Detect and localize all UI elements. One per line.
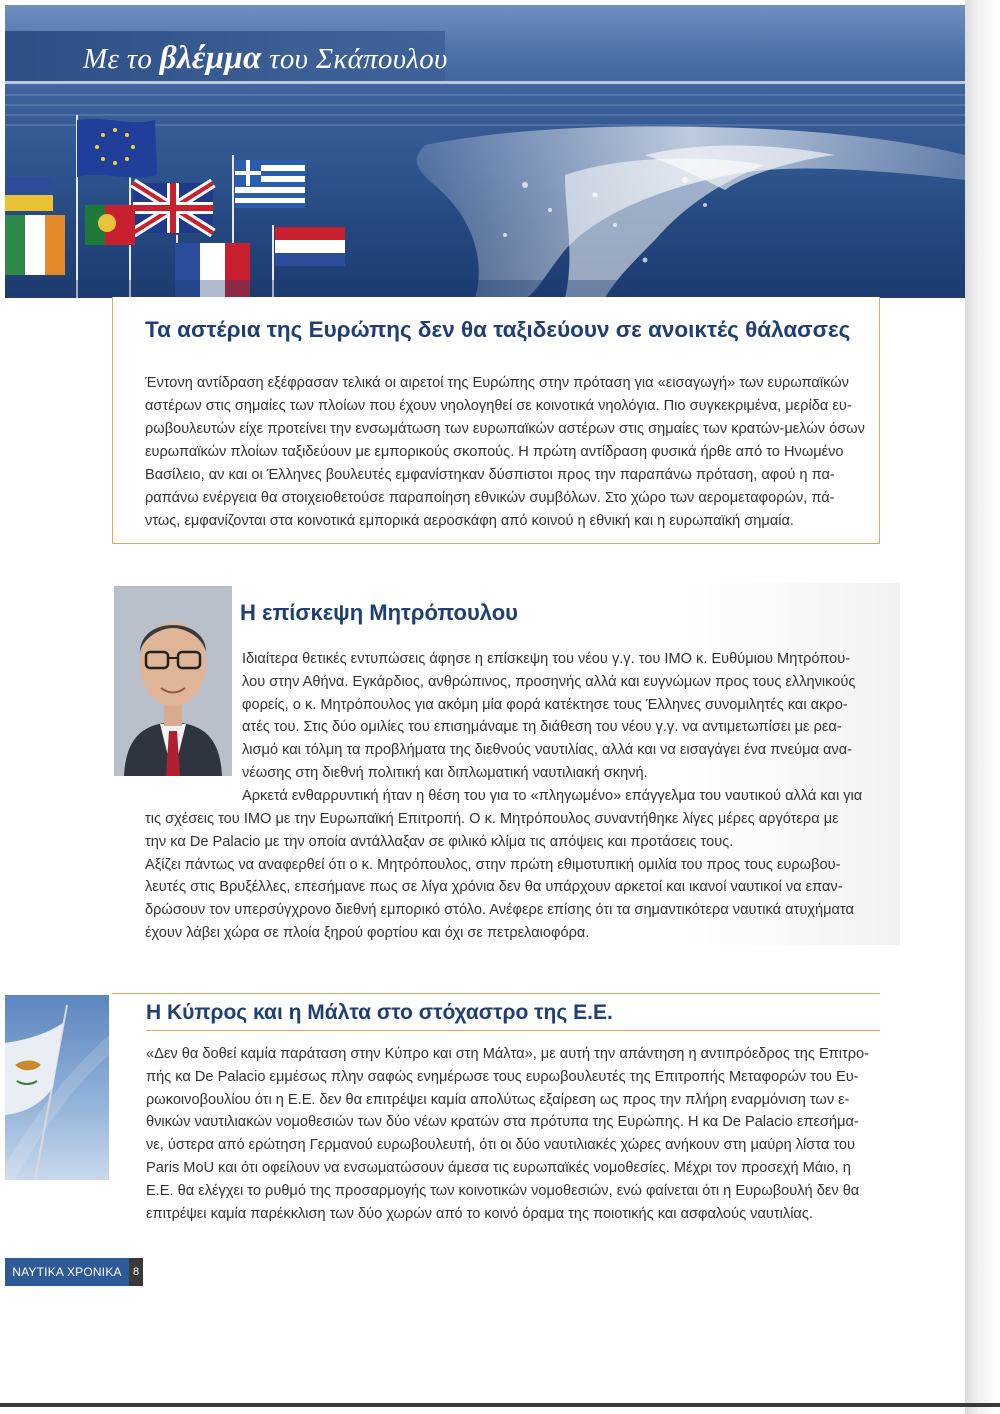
text-line: έχουν λάβει χώρα σε πλοία ξηρού φορτίου και όχι σε πετρελαιοφόρα. <box>145 924 590 941</box>
page-footer <box>5 1258 143 1286</box>
series-title <box>83 40 448 77</box>
portugal-flag <box>85 205 135 245</box>
text-line: «Δεν θα δοθεί καμία παράταση στην Κύπρο και στη Μάλτα», με αυτή την απάντηση η αντιπρόεδρος της Επιτρο- <box>146 1046 870 1062</box>
article-body-mitropoulos-full <box>145 808 878 945</box>
article-body-mitropoulos-top <box>242 648 878 785</box>
article-rule-under-title <box>146 1030 880 1031</box>
cyprus-flag-photo <box>5 995 109 1180</box>
text-line: Ιδιαίτερα θετικές εντυπώσεις άφησε η επίσκεψη του νέου γ.γ. του ΙΜΟ κ. Ευθύμιου Μητρόπου- <box>242 651 851 667</box>
text-line: την κα De Palacio με την οποία αντάλλαξαν σε φιλικό κλίμα τις απόψεις και προτάσεις τους. <box>145 833 734 850</box>
text-line: θνικών ναυτιλιακών νομοθεσιών των δύο νέων κρατών στα πρότυπα της Ευρώπης. Η κα De Palacio επεσήμα- <box>146 1114 859 1131</box>
series-title-prefix: Με το <box>83 43 160 75</box>
page-edge-shadow <box>965 0 1000 1414</box>
bottom-border <box>0 1403 1000 1407</box>
text-line: ραπάνω ενέργεια θα στοιχειοθετούσε παραποίηση εθνικών συμβόλων. Στο χώρο των αερομεταφορών, πά- <box>145 490 835 506</box>
uk-flag <box>133 183 213 233</box>
text-line: Βασίλειο, αν και οι Έλληνες βουλευτές εμφανίστηκαν δύσπιστοι προς την παραπάνω πρόταση, αφού η πα- <box>145 467 835 483</box>
flag-left-blue-yellow <box>5 177 53 211</box>
netherlands-flag <box>275 227 345 266</box>
article-body-cyprus-malta <box>146 1043 879 1225</box>
series-title-suffix: του Σκάπουλου <box>261 43 448 75</box>
cyprus-flag-illustration <box>5 995 109 1180</box>
eu-flag <box>77 119 157 178</box>
portrait-illustration <box>114 586 232 776</box>
text-line: ρωβουλευτών είχε προτείνει την ενσωμάτωση των ευρωπαϊκών αστέρων στις σημαίες των κρατών-μελών όσων <box>145 421 865 437</box>
text-line: επιτρέψει καμία παρέκκλιση των δύο χωρών από το κοινό όραμα της ποιοτικής και ασφαλούς ναυτιλίας. <box>146 1205 813 1222</box>
text-line: Paris MoU και ότι οφείλουν να ενσωματώσουν άμεσα τις ευρωπαϊκές νομοθεσίες. Μέχρι τον προσεχή Μάιο, η <box>146 1159 851 1176</box>
text-line: αστέρων στις σημαίες των πλοίων που έχουν νηολογηθεί σε κοινοτικά νηολόγια. Πιο συγκεκριμένα, μερίδα ευ- <box>145 398 852 414</box>
publication-name: ΝΑΥΤΙΚΑ ΧΡΟΝΙΚΑ <box>5 1258 129 1286</box>
series-title-bold: βλέμμα <box>159 40 262 76</box>
text-line: λευτές στις Βρυξέλλες, επεσήμανε πως σε λίγα χρόνια δεν θα υπάρχουν αρκετοί και ικανοί ναυτικοί να επαν- <box>145 879 843 896</box>
flag-left-tricolor <box>5 215 65 275</box>
text-line: λου στην Αθήνα. Εγκάρδιος, ανθρώπινος, προσηνής αλλά και ευγνώμων προς τους ελληνικούς <box>242 673 856 690</box>
portrait-photo <box>114 586 232 776</box>
article-title-mitropoulos: Η επίσκεψη Μητρόπουλου <box>240 600 518 625</box>
text-line: πής κα De Palacio εμμέσως πλην σαφώς ενημέρωσε τους ευρωβουλευτές της Επιτροπής Μεταφορών του Ευ- <box>146 1068 859 1085</box>
text-line: Αξίζει πάντως να αναφερθεί ότι ο κ. Μητρόπουλος, στην πρώτη εθιμοτυπική ομιλία του προς τους ευρωβου- <box>145 856 841 873</box>
text-line: δρώσουν τον υπερσύγχρονο διεθνή εμπορικό στόλο. Ανέφερε επίσης ότι τα σημαντικότερα ναυτικά ατυχήματα <box>145 902 854 919</box>
text-line: ευρωπαϊκών πλοίων ταξιδεύουν με εμπορικούς σκοπούς. Η πρώτη αντίδραση φυσικά ήρθε από το Ηνωμένο <box>145 444 844 460</box>
text-line: ατές του. Στις δύο ομιλίες του επισημάναμε τη διάθεση του νέου γ.γ. να αντιμετωπίσει με ρεα- <box>242 719 842 736</box>
series-title-rule <box>5 81 965 84</box>
article-title-cyprus-malta: Η Κύπρος και η Μάλτα στο στόχαστρο της Ε.Ε. <box>146 1001 613 1024</box>
text-line: Έντονη αντίδραση εξέφρασαν τελικά οι αιρετοί της Ευρώπης στην πρόταση για «εισαγωγή» των ευρωπαϊκών <box>145 375 849 391</box>
text-line: νε, ύστερα από ερώτηση Γερμανού ευρωβουλευτή, ότι οι δύο ναυτιλιακές χώρες ανήκουν στη μαύρη λίστα του <box>146 1137 856 1154</box>
text-line: τις σχέσεις του ΙΜΟ με την Ευρωπαϊκή Επιτροπή. Ο κ. Μητρόπουλος συναντήθηκε λίγες μέρες αργότερα με <box>145 811 839 827</box>
hero-banner-photo <box>5 5 965 298</box>
text-line: φορείς, ο κ. Μητρόπουλος για ακόμη μία φορά κατέκτησε τους Έλληνες συνομιλητές και ακρο- <box>242 696 848 713</box>
article-title-eu-stars: Τα αστέρια της Ευρώπης δεν θα ταξιδεύουν σε ανοικτές θάλασσες <box>145 317 851 342</box>
article-rule-top <box>112 993 880 994</box>
article-body-mitropoulos-indent <box>242 785 878 808</box>
text-line: Αρκετά ενθαρρυντική ήταν η θέση του για το «πληγωμένο» επάγγελμα του ναυτικού αλλά και για <box>242 788 863 804</box>
text-line: Ε.Ε. θα ελέγχει το ρυθμό της προσαρμογής των κοινοτικών νομοθεσιών, ενώ φαίνεται ότι η Ευρωβουλή δεν θα <box>146 1182 860 1199</box>
text-line: ντως, εμφανίζονται στα κοινοτικά εμπορικά αεροσκάφη από κοινού η εθνική και η ευρωπαϊκή σημαία. <box>145 513 794 529</box>
text-line: νέωσης στη διεθνή πολιτική και διπλωματική ναυτιλιακή σκηνή. <box>242 764 648 781</box>
greek-flag <box>235 160 305 208</box>
text-line: ρωκοινοβουλίου ότι η Ε.Ε. δεν θα επιτρέψει καμία απολύτως εξαίρεση ως προς την πλήρη εναρμόνιση των ε- <box>146 1091 850 1108</box>
text-line: λισμό και τόλμη τα προβλήματα της διεθνούς ναυτιλίας, αλλά και να εισαγάγει ένα πνεύμα ανα- <box>242 742 853 759</box>
article-body-eu-stars <box>145 372 877 533</box>
page-number: 8 <box>132 1266 140 1278</box>
